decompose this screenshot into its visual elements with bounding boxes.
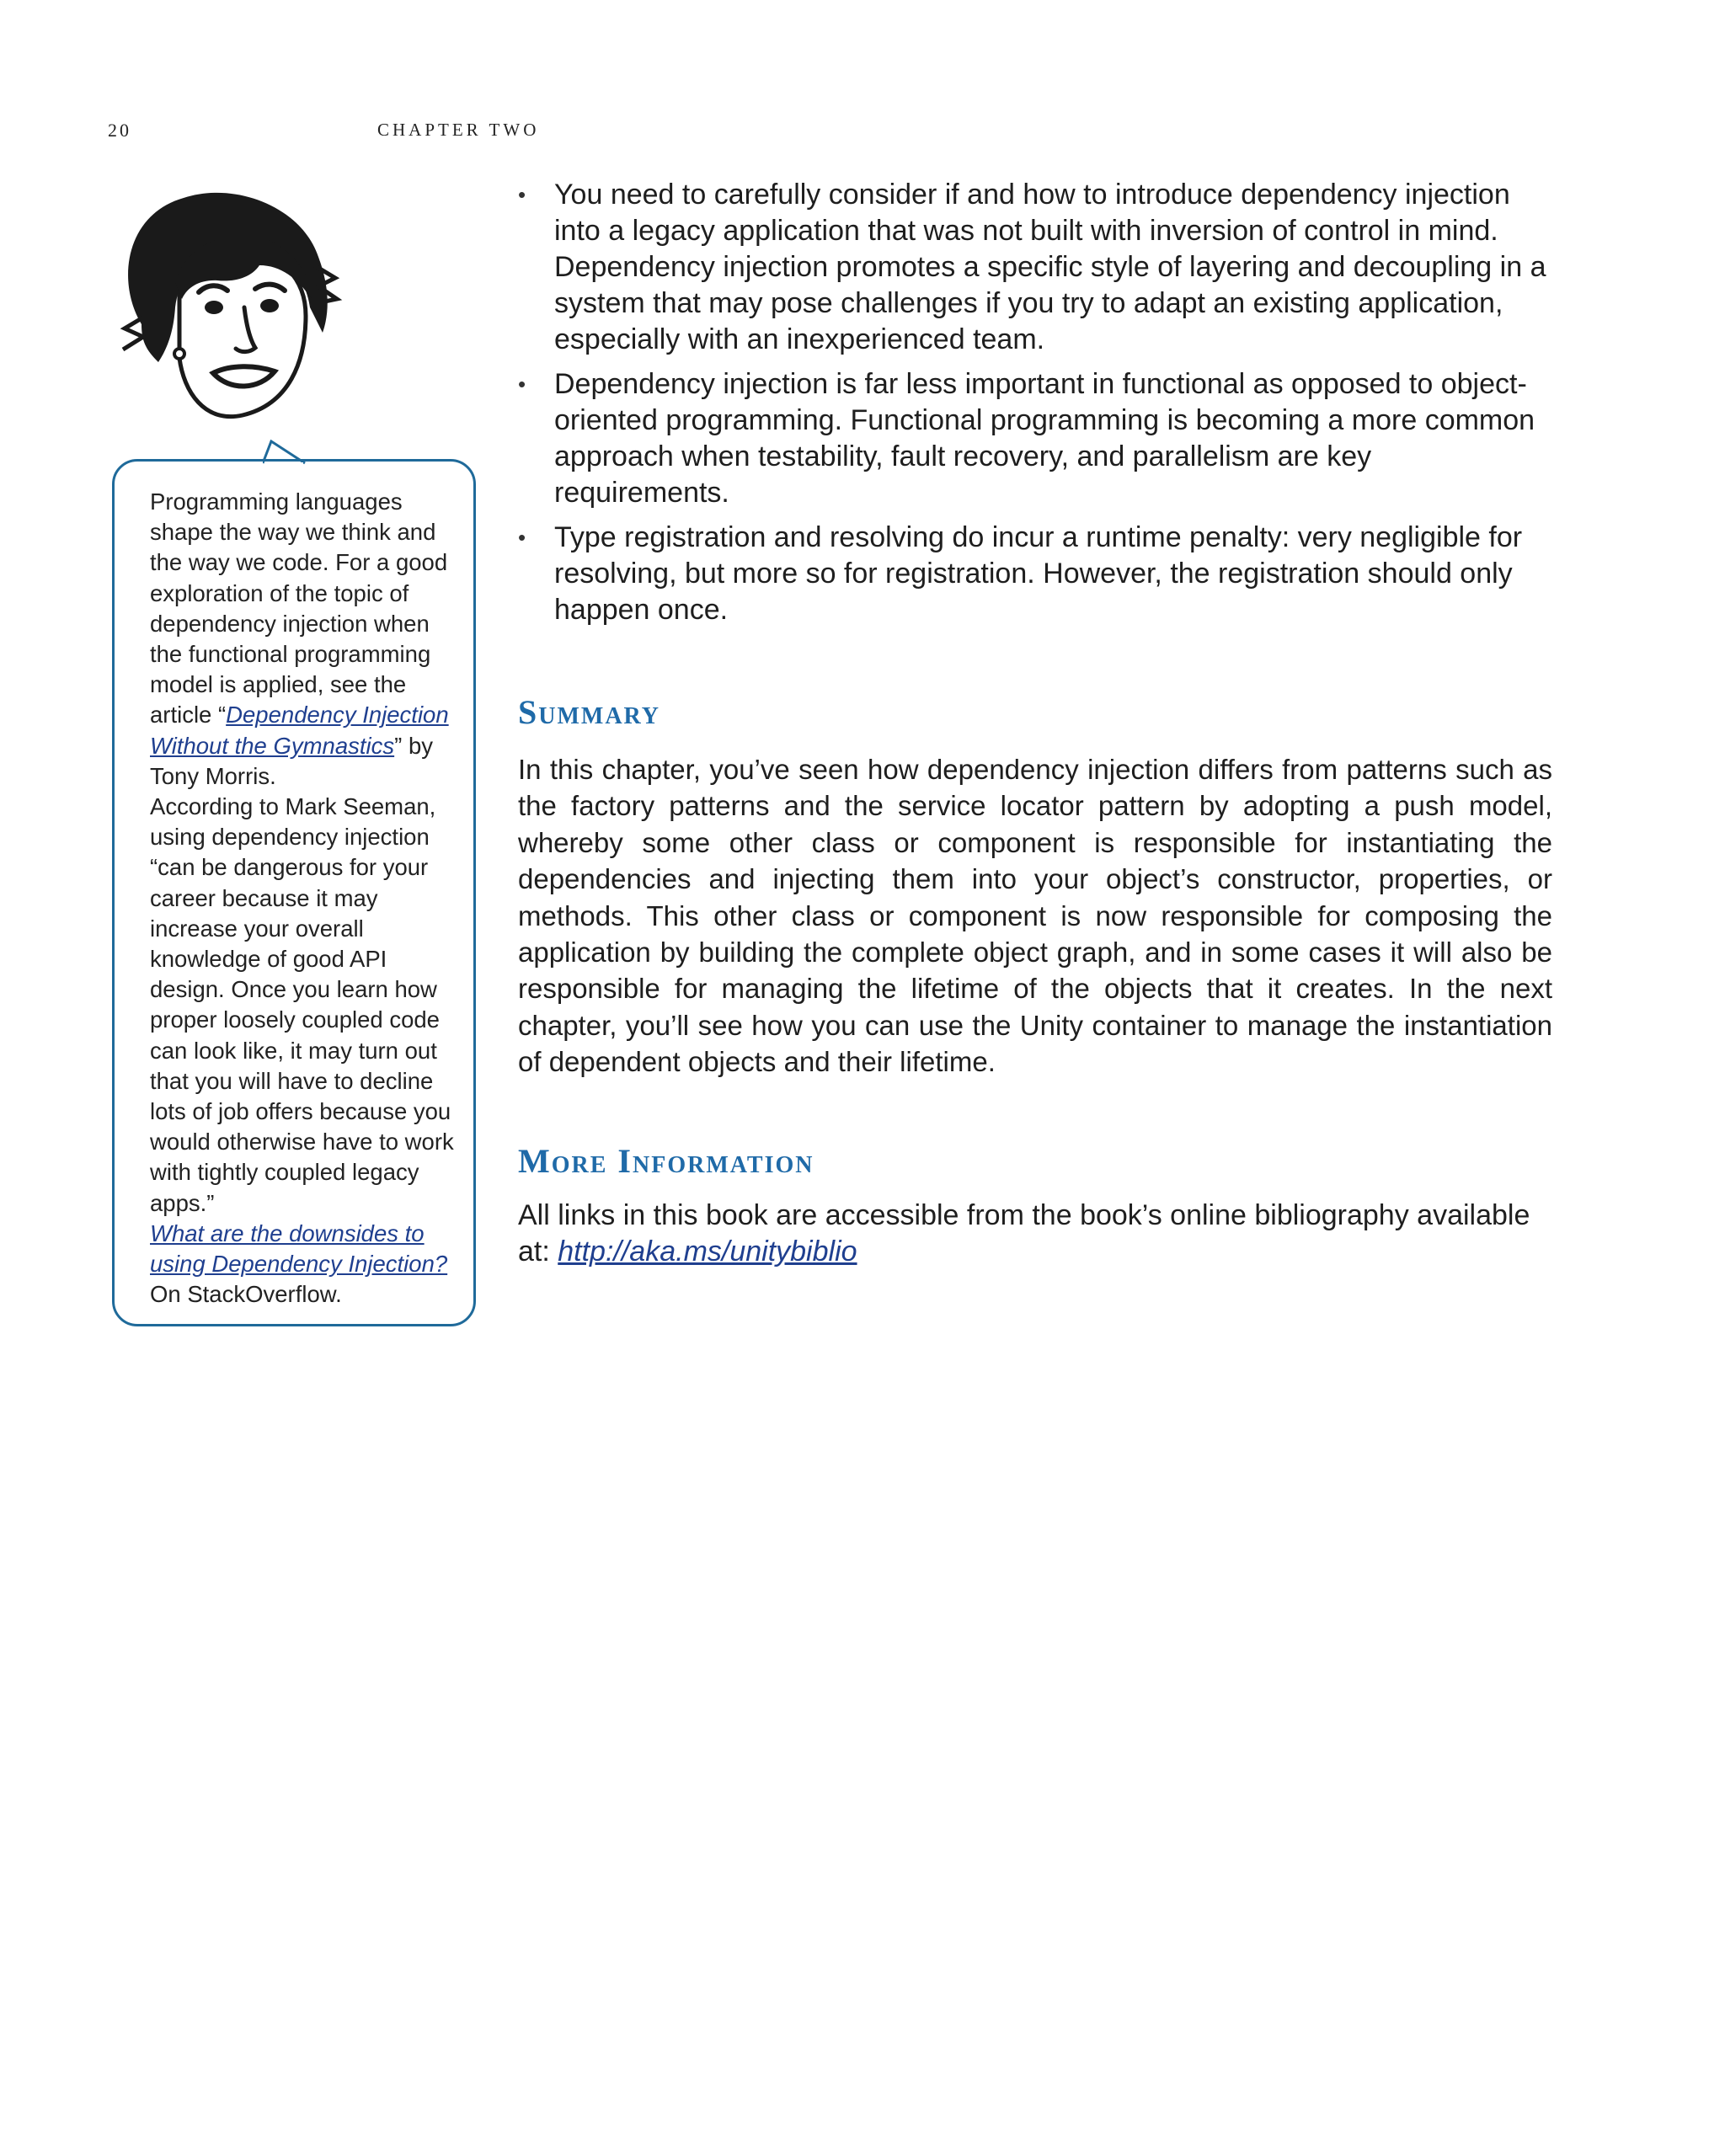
downsides-di-link[interactable]: What are the downsides to using Dependency Injection?: [150, 1219, 448, 1278]
gymnastics-article-link[interactable]: Dependency Injection Without the Gymnastics: [150, 702, 449, 759]
sidebar-text-4: On StackOverflow.: [150, 1281, 342, 1308]
bullet-item: [518, 177, 1554, 358]
summary-paragraph: In this chapter, you’ve seen how dependency injection differs from patterns such as the factory patterns and the service locator pattern by adopting a push model, whereby some other class or component is responsible for instantiating the dependencies and injecting them into your object’s constructor, properties, or methods. This other class or component is now responsible for composing the application by building the complete object graph, and in some cases it will also be responsible for managing the lifetime of the objects that it creates. In the next chapter, you’ll see how you can use the Unity container to manage the instantiation of dependent objects and their lifetime.: [518, 754, 1552, 1078]
more-information-heading: More Information: [518, 1142, 814, 1180]
bullet-text: Dependency injection is far less important in functional as opposed to object-oriented programming. Functional programming is becoming a more common approach when testability, fault recovery, and parallelism are key requirements.: [554, 368, 1535, 509]
bullet-text: You need to carefully consider if and how to introduce dependency injection into a legacy application that was not built with inversion of control in mind. Dependency injection promotes a specific style of layering and decoupling in a system that may pose challenges if you try to adapt an existing application, especially with an inexperienced team.: [554, 179, 1546, 355]
bullet-item: [518, 366, 1554, 511]
sidebar-text: [150, 487, 457, 1310]
bullet-dot-icon: •: [518, 371, 526, 397]
main-content: [518, 177, 1554, 1267]
running-head: [108, 120, 866, 145]
bullet-text: Type registration and resolving do incur a runtime penalty: very negligible for resolving, but more so for registration. However, the registration should only happen once.: [554, 521, 1523, 626]
more-information-paragraph: [518, 1198, 1552, 1270]
bullet-item: [518, 520, 1554, 628]
sidebar-text-1: Programming languages shape the way we think and the way we code. For a good exploration of the topic of dependency injection when the functional programming model is applied, see the article “: [150, 488, 448, 728]
bullet-list: [518, 177, 1554, 628]
summary-heading: Summary: [518, 693, 660, 731]
sidebar-callout: [112, 459, 476, 1326]
bullet-dot-icon: •: [518, 525, 526, 550]
woman-portrait-icon: [108, 181, 352, 434]
chapter-title: CHAPTER TWO: [377, 120, 540, 140]
more-information-text: All links in this book are accessible from the book’s online bibliography available at:: [518, 1199, 1530, 1267]
bullet-dot-icon: •: [518, 182, 526, 207]
page-number: 20: [108, 120, 131, 141]
sidebar-text-3: According to Mark Seeman, using dependency injection “can be dangerous for your career because it may increase your overall knowledge of good API design. Once you learn how proper loosely coupled code can look like, it may turn out that you will have to decline lots of job offers because you would otherwise have to work with tightly coupled legacy apps.”: [150, 793, 454, 1216]
unity-biblio-link[interactable]: http://aka.ms/unitybiblio: [558, 1235, 857, 1267]
sidebar-text-2: ” by Tony Morris.: [150, 732, 433, 789]
